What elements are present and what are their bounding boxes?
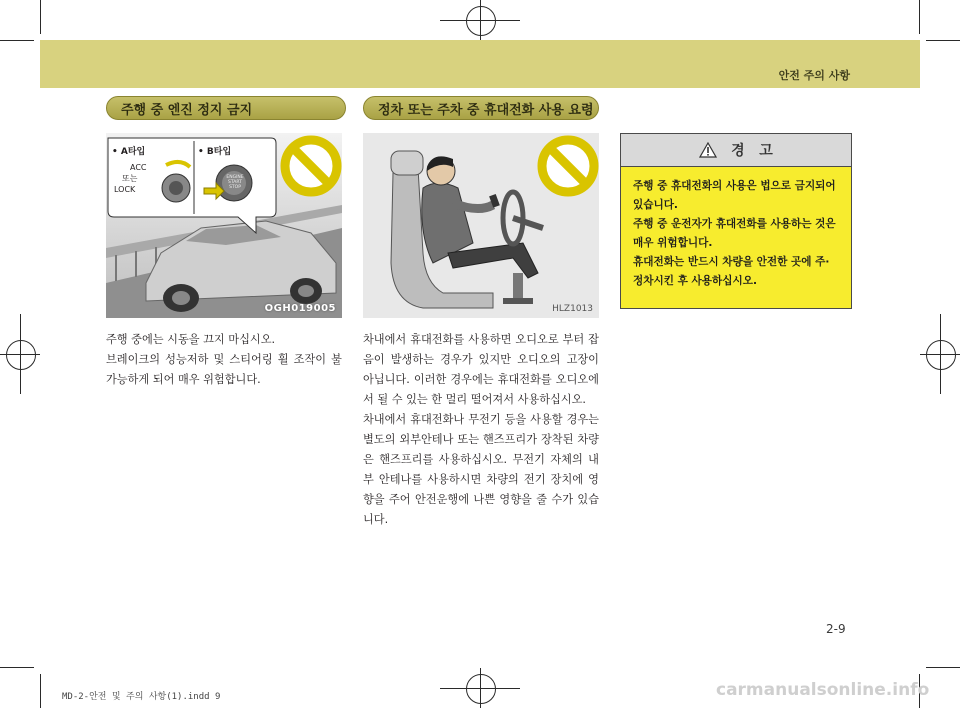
or-label: 또는 bbox=[122, 174, 138, 183]
file-slug: MD-2-안전 및 주의 사항(1).indd 9 bbox=[62, 692, 221, 702]
engine-start-stop-button-text: ENGINE START STOP bbox=[226, 175, 244, 190]
figure-code-left: OGH019005 bbox=[264, 303, 336, 314]
engine-stop-figure bbox=[106, 133, 342, 318]
warning-line: 주행 중 운전자가 휴대전화를 사용하는 것은 매우 위험합니다. bbox=[633, 218, 836, 249]
middle-body-paragraph: 차내에서 휴대전화나 무전기 등을 사용할 경우는 별도의 외부안테나 또는 핸즈프리가 장착된 차량은 핸즈프리를 사용하십시오. 무전기 자체의 내부 안테나를 사용하시면 차량의 전기 장치에 영향을 주어 안전운행에 나쁜 영향을 줄 수가 있습니다. bbox=[363, 413, 599, 526]
watermark: carmanualsonline.info bbox=[716, 680, 930, 700]
lock-label: LOCK bbox=[114, 185, 136, 194]
warning-title: 경 고 bbox=[731, 143, 773, 159]
middle-body-paragraph: 차내에서 휴대전화를 사용하면 오디오로 부터 잡음이 발생하는 경우가 있지만 오디오의 고장이 아닙니다. 이러한 경우에는 휴대전화를 오디오에서 될 수 있는 한 멀리 떨어져서 사용하십시오. bbox=[363, 333, 599, 406]
inset-b-label: • B타입 bbox=[198, 147, 232, 157]
warning-body bbox=[621, 167, 851, 291]
driver-phone-illustration bbox=[363, 133, 599, 318]
car-driving-illustration bbox=[106, 133, 342, 318]
left-section-tab bbox=[106, 96, 346, 120]
acc-label: ACC bbox=[130, 163, 147, 172]
left-section-title: 주행 중 엔진 정지 금지 bbox=[121, 102, 253, 118]
page-number: 2-9 bbox=[826, 622, 846, 636]
middle-section-title: 정차 또는 주차 중 휴대전화 사용 요령 bbox=[378, 102, 594, 118]
left-body-paragraph: 브레이크의 성능저하 및 스티어링 휠 조작이 불가능하게 되어 매우 위험합니다. bbox=[106, 353, 342, 386]
left-body-text bbox=[106, 330, 342, 390]
inset-a-label: • A타입 bbox=[112, 147, 146, 157]
middle-body-text bbox=[363, 330, 599, 530]
warning-line: 휴대전화는 반드시 차량을 안전한 곳에 주·정차시킨 후 사용하십시오. bbox=[633, 256, 830, 287]
middle-section-tab bbox=[363, 96, 599, 120]
figure-code-middle: HLZ1013 bbox=[552, 304, 593, 314]
left-body-paragraph: 주행 중에는 시동을 끄지 마십시오. bbox=[106, 333, 276, 346]
phone-use-figure bbox=[363, 133, 599, 318]
warning-box bbox=[620, 133, 852, 309]
section-header-title: 안전 주의 사항 bbox=[778, 69, 850, 82]
warning-header bbox=[621, 134, 851, 167]
warning-triangle-icon bbox=[699, 142, 717, 158]
warning-line: 주행 중 휴대전화의 사용은 법으로 금지되어 있습니다. bbox=[633, 180, 836, 211]
